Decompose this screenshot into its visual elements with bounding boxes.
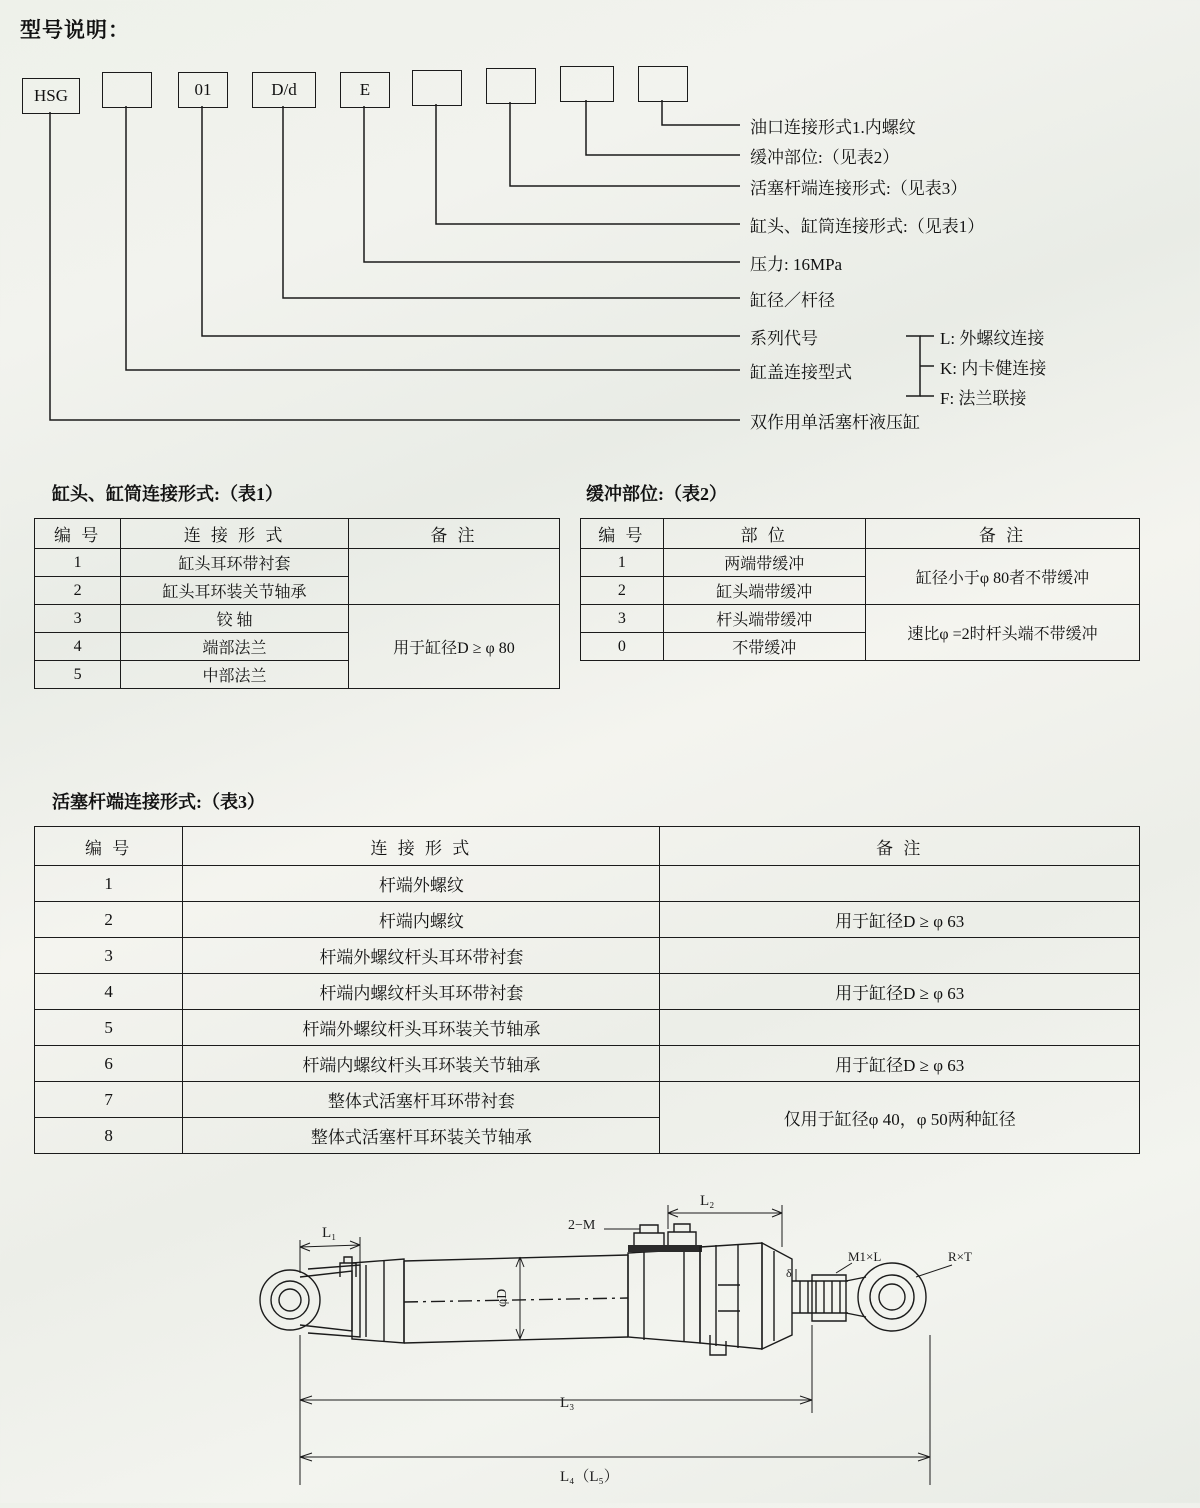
cylinder-assembly-drawing: [0, 1185, 1200, 1503]
callout-cap-connection-type: 缸盖连接型式: [750, 363, 852, 382]
cell-note-2: 速比φ =2时杆头端不带缓冲: [865, 605, 1139, 661]
table-row: [35, 902, 1140, 938]
cell-no: 8: [35, 1118, 183, 1154]
table-row: [35, 605, 560, 633]
table-row: [35, 866, 1140, 902]
table2-header-position: 部 位: [663, 519, 865, 549]
cell-form: 杆端外螺纹杆头耳环装关节轴承: [183, 1010, 660, 1046]
table2-header-note: 备 注: [865, 519, 1139, 549]
callout-double-acting-cylinder: 双作用单活塞杆液压缸: [750, 413, 920, 432]
page-title: 型号说明：: [20, 19, 130, 42]
cell-no: 4: [35, 974, 183, 1010]
callout-port-connection: 油口连接形式1.内螺纹: [750, 118, 916, 137]
table3-header-note: 备 注: [660, 827, 1140, 866]
table-row: [581, 605, 1140, 633]
dim-bore: φD: [495, 1288, 510, 1307]
cell-note-merged: 用于缸径D ≥ φ 80: [348, 605, 559, 689]
callout-head-barrel-connection: 缸头、缸筒连接形式:（见表1）: [750, 217, 985, 236]
cell-no: 4: [35, 633, 121, 661]
table-row: [35, 974, 1140, 1010]
cell-no: 1: [581, 549, 664, 577]
dim-L2: L₂: [700, 1193, 715, 1209]
cell-no: 3: [581, 605, 664, 633]
cell-note: [660, 866, 1140, 902]
cell-form: 杆端内螺纹: [183, 902, 660, 938]
table2-header-no: 编 号: [581, 519, 664, 549]
cell-form: 杆端外螺纹杆头耳环带衬套: [183, 938, 660, 974]
dim-RxT: R×T: [948, 1249, 972, 1264]
dim-M1xL: M1×L: [848, 1249, 882, 1264]
table2-title: 缓冲部位:（表2）: [586, 484, 727, 504]
cell-no: 2: [35, 902, 183, 938]
table-header-row: [581, 519, 1140, 549]
cell-no: 3: [35, 938, 183, 974]
cell-form: 不带缓冲: [663, 633, 865, 661]
cell-form: 缸头耳环装关节轴承: [121, 577, 349, 605]
cell-no: 1: [35, 549, 121, 577]
cell-form: 杆端内螺纹杆头耳环装关节轴承: [183, 1046, 660, 1082]
dim-2M: 2−M: [568, 1218, 596, 1233]
sub-callout-F: F: 法兰联接: [940, 389, 1027, 408]
sub-callout-K: K: 内卡健连接: [940, 359, 1047, 378]
cell-form: 两端带缓冲: [663, 549, 865, 577]
callout-rod-end-connection: 活塞杆端连接形式:（见表3）: [750, 179, 968, 198]
table3-title: 活塞杆端连接形式:（表3）: [52, 792, 265, 812]
cell-no: 7: [35, 1082, 183, 1118]
cell-no: 5: [35, 661, 121, 689]
callout-series-code: 系列代号: [750, 329, 818, 348]
table-header-row: [35, 519, 560, 549]
table-3: [34, 826, 1140, 1154]
cell-note: [660, 938, 1140, 974]
table-row: [581, 549, 1140, 577]
cell-no: 6: [35, 1046, 183, 1082]
cell-note: 用于缸径D ≥ φ 63: [660, 974, 1140, 1010]
dim-L3: L₃: [560, 1395, 575, 1411]
table1-header-note: 备 注: [348, 519, 559, 549]
table3-header-no: 编 号: [35, 827, 183, 866]
cell-no: 3: [35, 605, 121, 633]
table-row: [35, 1010, 1140, 1046]
dim-L1: L₁: [322, 1225, 337, 1241]
cell-form: 杆端内螺纹杆头耳环带衬套: [183, 974, 660, 1010]
cell-form: 整体式活塞杆耳环带衬套: [183, 1082, 660, 1118]
cell-form: 杆头端带缓冲: [663, 605, 865, 633]
cell-form: 杆端外螺纹: [183, 866, 660, 902]
cell-note: 用于缸径D ≥ φ 63: [660, 902, 1140, 938]
table1-title: 缸头、缸筒连接形式:（表1）: [52, 484, 283, 504]
cell-note: 用于缸径D ≥ φ 63: [660, 1046, 1140, 1082]
table3-header-form: 连 接 形 式: [183, 827, 660, 866]
table-1: [34, 518, 560, 689]
code-box-label: D/d: [271, 80, 297, 99]
cell-note: [660, 1010, 1140, 1046]
cell-note-merged: 仅用于缸径φ 40，φ 50两种缸径: [660, 1082, 1140, 1154]
cell-form: 中部法兰: [121, 661, 349, 689]
cell-form: 端部法兰: [121, 633, 349, 661]
cell-note-1: 缸径小于φ 80者不带缓冲: [865, 549, 1139, 605]
table-row: [35, 1082, 1140, 1118]
cell-form: 铰 轴: [121, 605, 349, 633]
sub-callout-L: L: 外螺纹连接: [940, 329, 1045, 348]
cell-form: 缸头端带缓冲: [663, 577, 865, 605]
callout-bore-rod-diameter: 缸径／杆径: [750, 291, 835, 310]
table-row: [35, 938, 1140, 974]
table-2: [580, 518, 1140, 661]
cell-form: 整体式活塞杆耳环装关节轴承: [183, 1118, 660, 1154]
cell-no: 2: [581, 577, 664, 605]
dim-delta: δ: [786, 1266, 792, 1280]
cell-no: 1: [35, 866, 183, 902]
table1-header-no: 编 号: [35, 519, 121, 549]
callout-pressure: 压力: 16MPa: [750, 255, 843, 274]
code-box-label: HSG: [33, 86, 68, 105]
cell-note-blank: [348, 549, 559, 605]
callout-cushion-position: 缓冲部位:（见表2）: [750, 148, 900, 167]
cell-no: 0: [581, 633, 664, 661]
cell-form: 缸头耳环带衬套: [121, 549, 349, 577]
cell-no: 5: [35, 1010, 183, 1046]
dim-L4-L5: L₄（L₅）: [560, 1469, 619, 1485]
table-header-row: [35, 827, 1140, 866]
cell-no: 2: [35, 577, 121, 605]
table-row: [35, 549, 560, 577]
table1-header-form: 连 接 形 式: [121, 519, 349, 549]
code-box-label: 01: [194, 80, 212, 99]
code-box-label: E: [359, 80, 371, 99]
table-row: [35, 1046, 1140, 1082]
